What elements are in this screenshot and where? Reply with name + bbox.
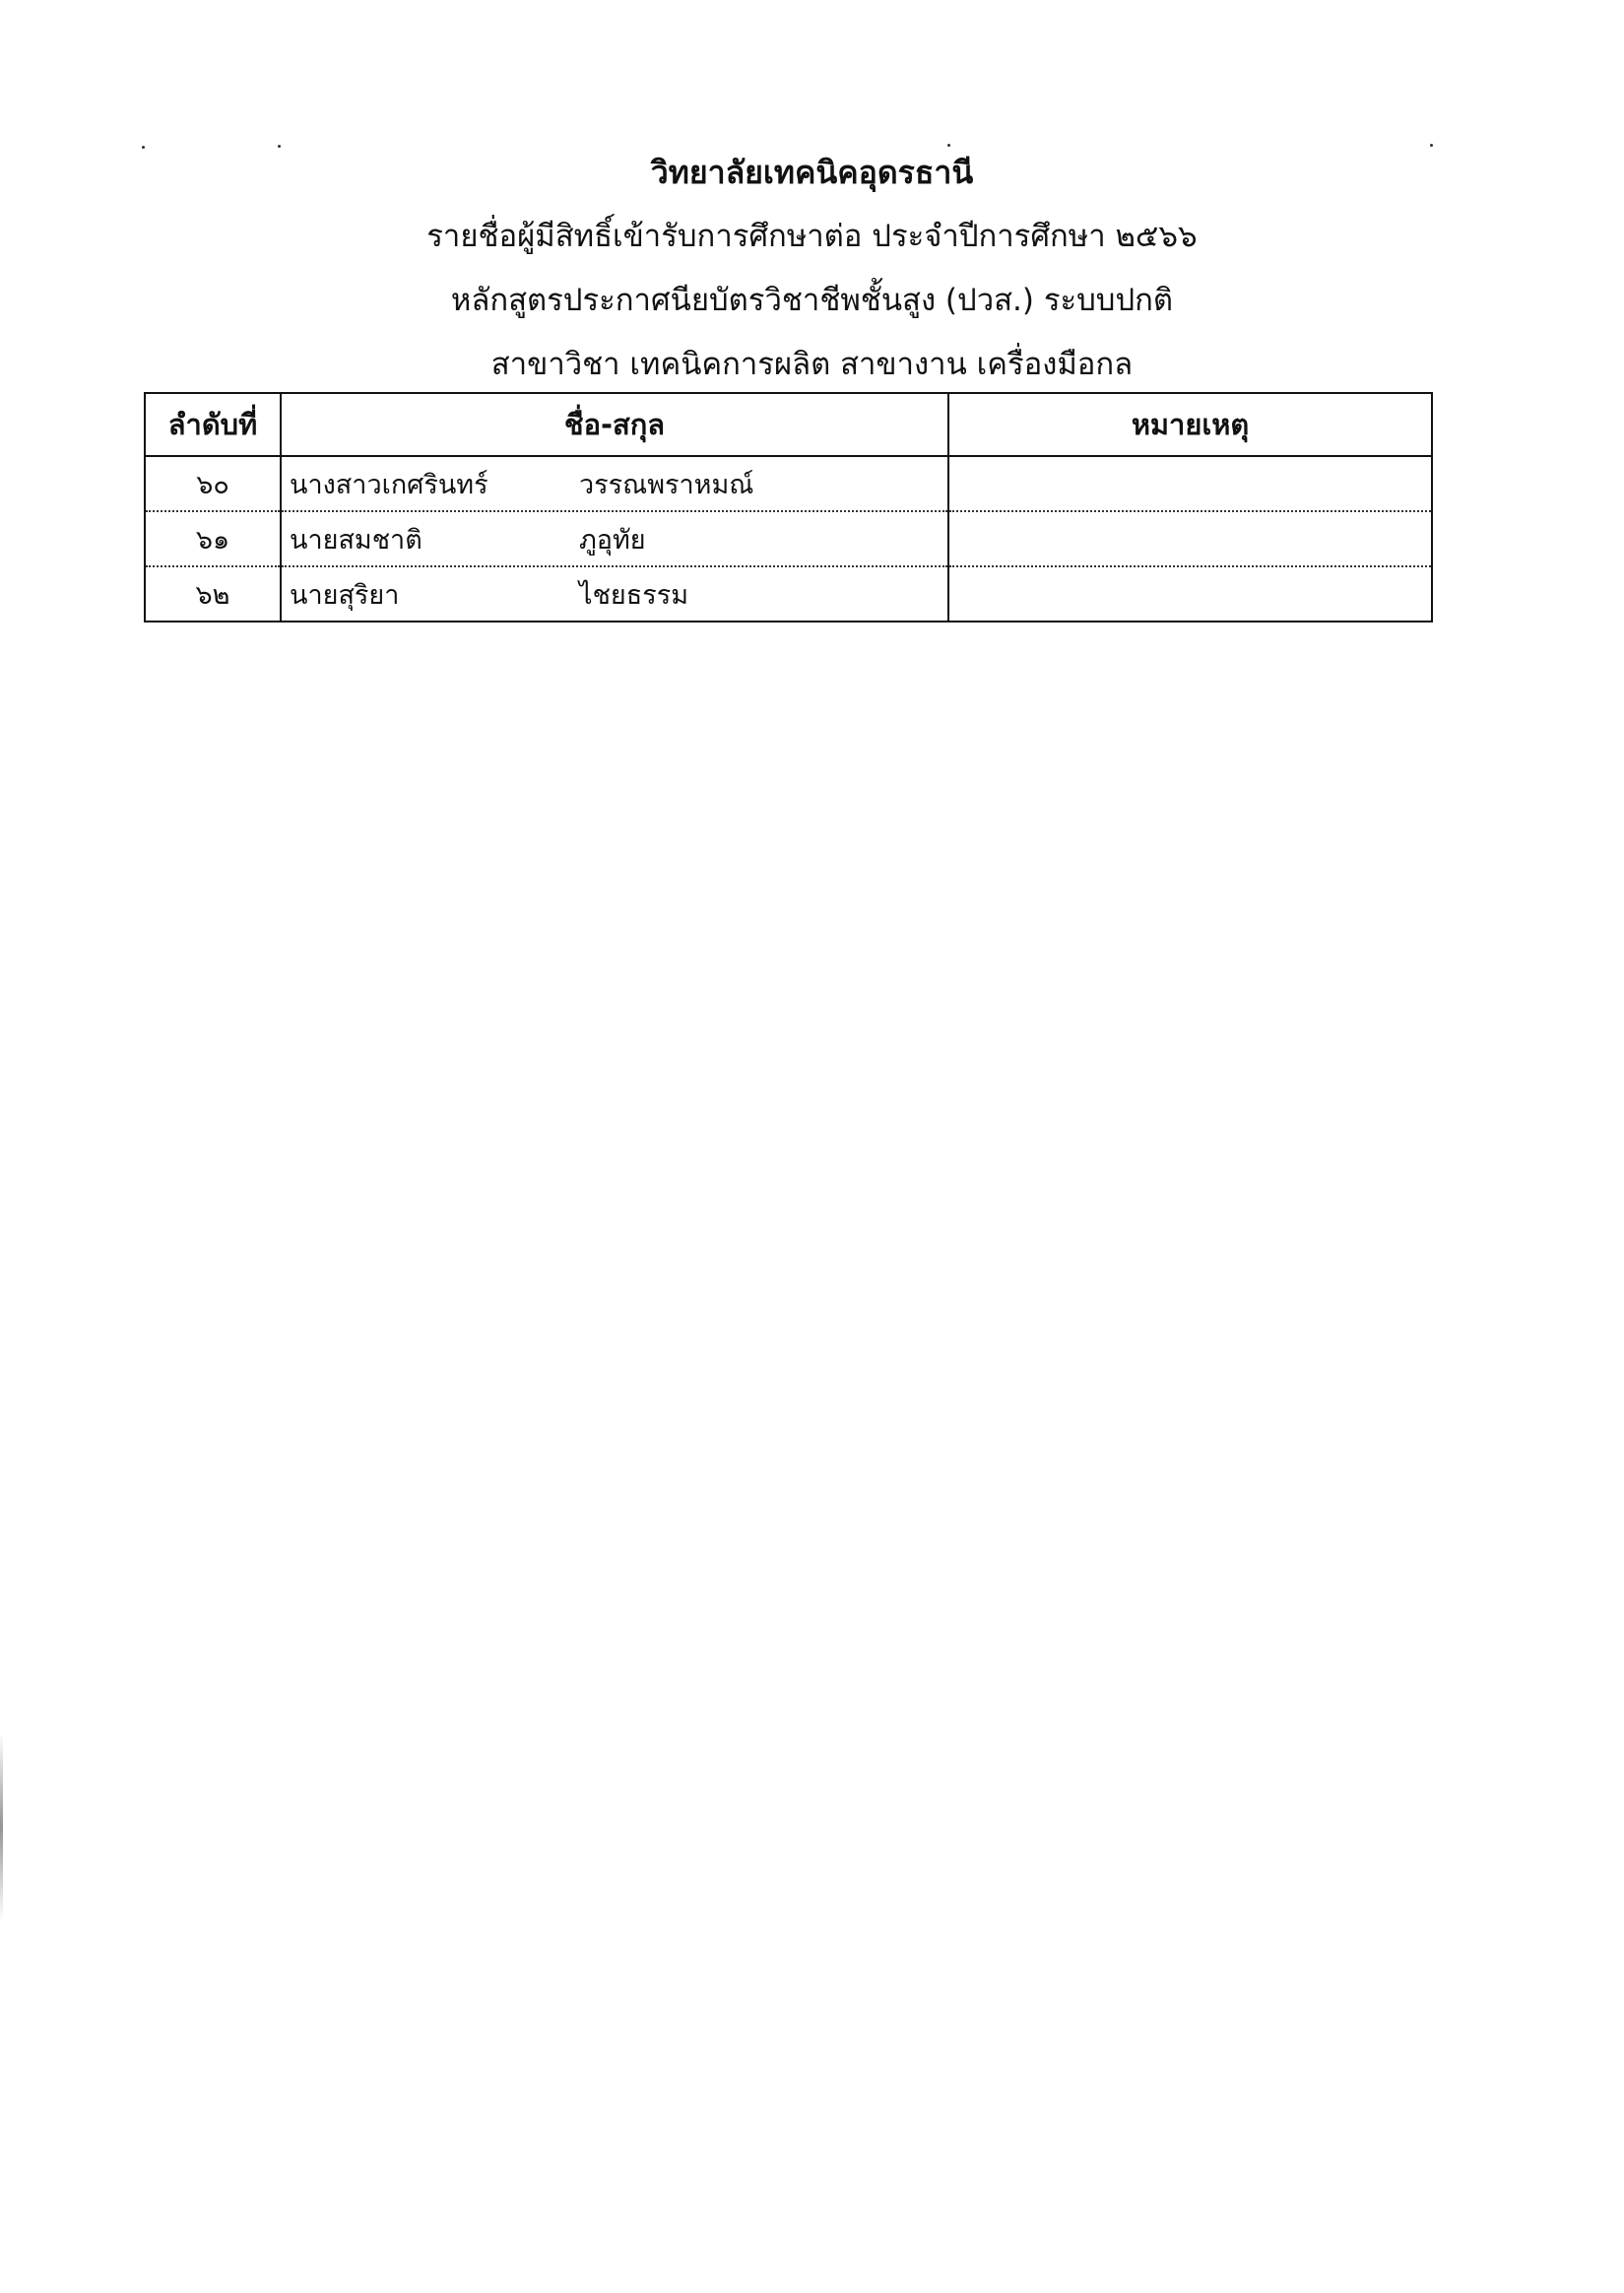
row-remark <box>948 456 1432 511</box>
column-header-seq: ลำดับที่ <box>145 393 281 456</box>
first-name: นายสุริยา <box>290 579 400 611</box>
last-name: ไชยธรรม <box>579 579 689 611</box>
first-name: นายสมชาติ <box>290 524 422 556</box>
major-title: สาขาวิชา เทคนิคการผลิต สาขางาน เครื่องมือกล <box>490 347 1134 382</box>
program-title: หลักสูตรประกาศนียบัตรวิชาชีพชั้นสูง (ปวส.) ระบบปกติ <box>450 283 1174 318</box>
table-row <box>145 511 1432 566</box>
table-row <box>145 456 1432 511</box>
scan-dot <box>278 145 281 148</box>
table-row <box>145 566 1432 622</box>
document-header <box>0 154 1624 382</box>
institution-title: วิทยาลัยเทคนิคอุดรธานี <box>650 154 974 191</box>
column-header-remark: หมายเหตุ <box>948 393 1432 456</box>
list-title: รายชื่อผู้มีสิทธิ์เข้ารับการศึกษาต่อ ประจำปีการศึกษา ๒๕๖๖ <box>426 219 1198 254</box>
last-name: วรรณพราหมณ์ <box>579 469 754 500</box>
last-name: ภูอุทัย <box>579 524 646 556</box>
scan-dot <box>142 146 145 149</box>
row-remark <box>948 566 1432 622</box>
row-seq: ๖๑ <box>145 511 281 566</box>
scan-dot <box>947 144 950 147</box>
row-remark <box>948 511 1432 566</box>
roster-table <box>144 392 1433 622</box>
scan-dot <box>1430 144 1433 147</box>
table-header-row <box>145 393 1432 456</box>
column-header-name: ชื่อ-สกุล <box>281 393 948 456</box>
first-name: นางสาวเกศรินทร์ <box>290 469 488 500</box>
row-name <box>281 511 948 566</box>
row-seq: ๖๒ <box>145 566 281 622</box>
scan-edge-mark <box>0 1734 3 1921</box>
row-name <box>281 456 948 511</box>
row-seq: ๖๐ <box>145 456 281 511</box>
row-name <box>281 566 948 622</box>
